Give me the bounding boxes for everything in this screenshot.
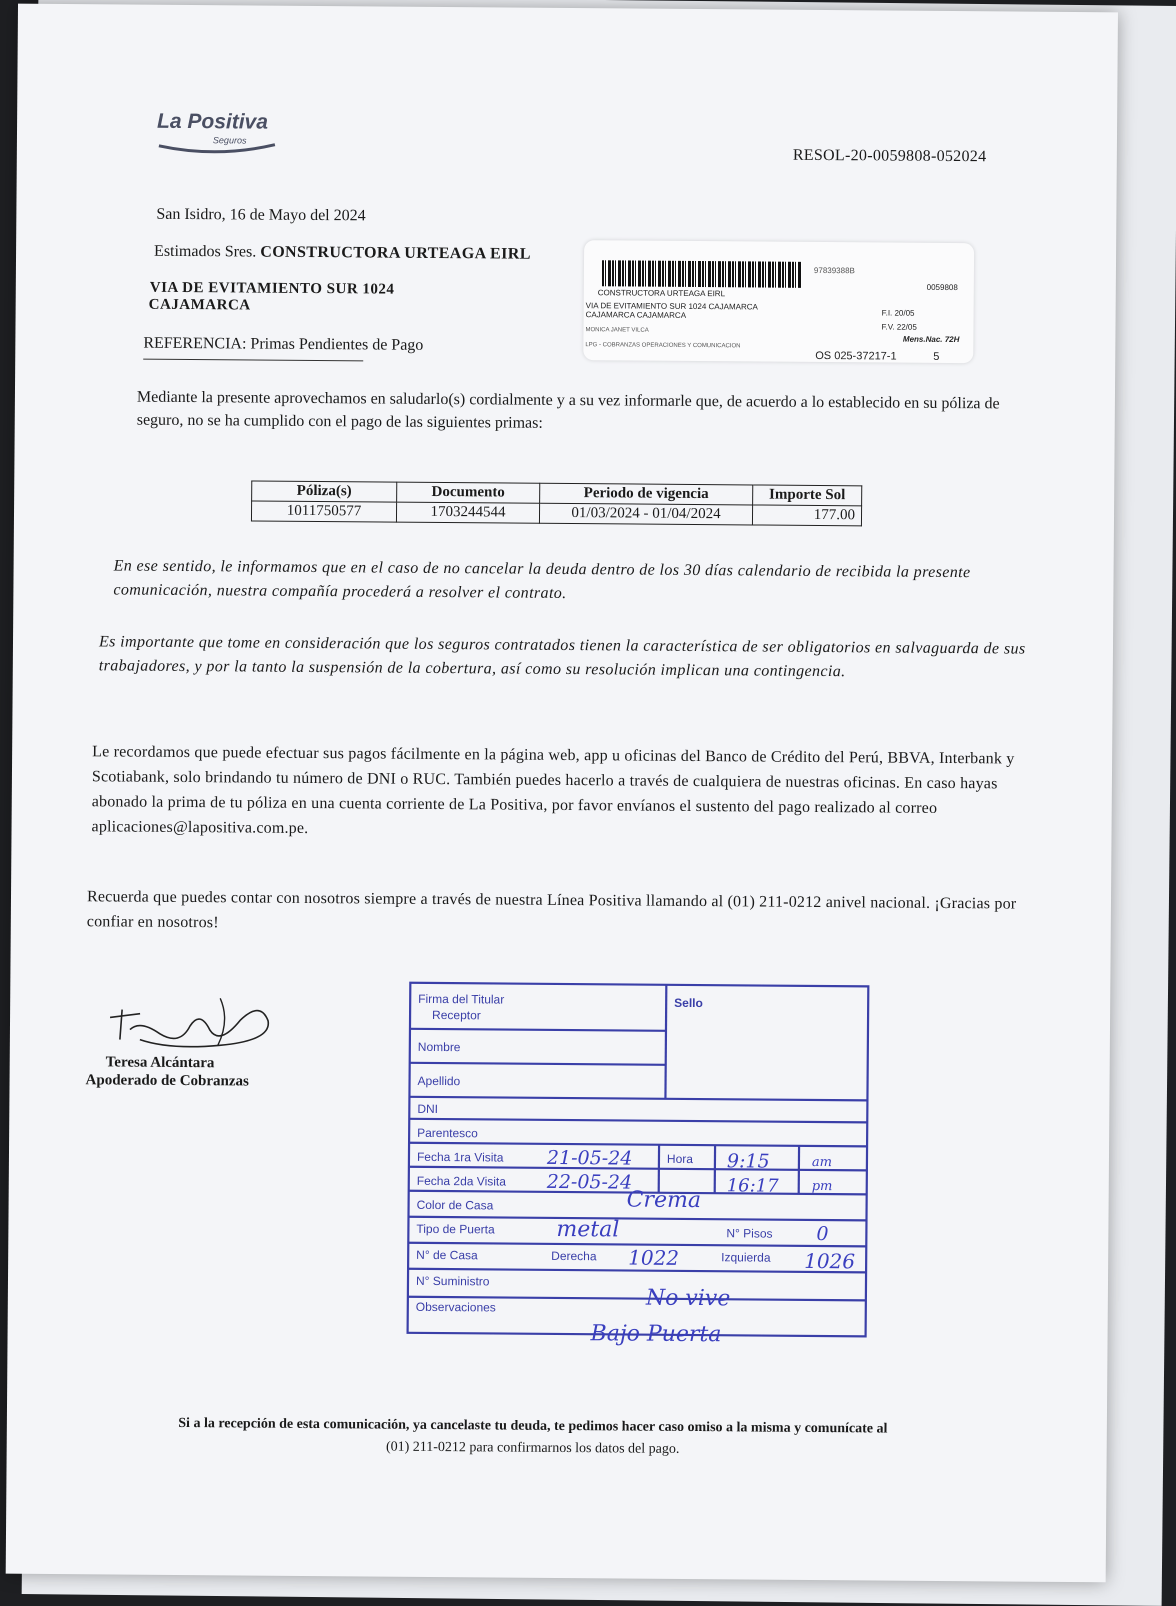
barcode-icon [602,260,802,288]
stamp-observ-value: No vive [645,1286,731,1312]
stamp-ampm1-value: am [812,1155,832,1170]
reference-underline [143,359,363,362]
stamp-ampm2-value: pm [812,1179,833,1194]
address-line-1: VIA DE EVITAMIENTO SUR 1024 [150,280,395,299]
stamp-parentesco-label: Parentesco [417,1126,478,1140]
stamp-observ-label: Observaciones [416,1300,496,1315]
intro-paragraph: Mediante la presente aprovechamos en saludarlo(s) cordialmente y a su vez informarle que, de acuerdo a lo establecido en su póliza de seguro, no se ha cumplido con el pago de las siguientes primas: [137,386,1012,439]
stamp-suministro-label: N° Suministro [416,1274,490,1289]
stamp-derecha-value: 1022 [628,1246,679,1270]
stamp-casa-label: N° de Casa [416,1248,478,1262]
stamp-hora1-value: 9:15 [727,1150,770,1172]
table-row: 1011750577 1703244544 01/03/2024 - 01/04/2024 177.00 [251,501,861,526]
stamp-pisos-label: N° Pisos [726,1226,772,1240]
stamp-color-label: Color de Casa [417,1198,494,1213]
stamp-visita2-value: 22-05-24 [546,1171,633,1194]
importance-paragraph: Es importante que tome en consideración que los seguros contratados tienen la característica de ser obligatorios en salvaguarda de sus trabajadores, y por la tanto la suspensión de la cobertura, así como su resolución implican una contingencia. [99,630,1029,685]
stamp-color-value: Crema [627,1187,702,1213]
stamp-hora2-value: 16:17 [727,1175,780,1196]
stamp-puerta-value: metal [556,1217,619,1242]
recipient-name: CONSTRUCTORA URTEAGA EIRL [260,244,531,263]
stamp-apellido-label: Apellido [418,1074,461,1088]
stamp-observ-value-2: Bajo Puerta [589,1321,721,1347]
address-line-2: CAJAMARCA [149,297,251,315]
premiums-table [251,481,862,527]
deadline-paragraph: En ese sentido, le informamos que en el caso de no cancelar la deuda dentro de los 30 días calendario de recibida la presente comunicación, nuestra compañía procederá a resolver el contrato. [113,554,1023,609]
stamp-firma-label: Firma del Titular [418,992,504,1007]
resolution-code: RESOL-20-0059808-052024 [793,147,987,167]
stamp-izquierda-label: Izquierda [721,1250,771,1264]
mail-label-sticker: 97839388B 0059808 CONSTRUCTORA URTEAGA EIRL VIA DE EVITAMIENTO SUR 1024 CAJAMARCA CAJAMARCA CAJAMARCA F.I. 20/05 F.V. 22/05 Mens.Nac. 72H MONICA JANET VILCA LPG - COBRANZAS OPERACIONES Y COMUNICACION OS 025-37217-1 5 [583,240,974,363]
stamp-visita1-label: Fecha 1ra Visita [417,1150,504,1165]
stamp-receptor-label: Receptor [432,1008,481,1022]
stamp-visita2-label: Fecha 2da Visita [417,1174,507,1189]
signatory-name: Teresa Alcántara [106,1054,215,1072]
contact-paragraph: Recuerda que puedes contar con nosotros siempre a través de nuestra Línea Positiva llamando al (01) 211-0212 anivel nacional. ¡Gracias por confiar en nosotros! [87,884,1032,941]
stamp-dni-label: DNI [417,1102,438,1116]
logo-swoosh-icon [157,138,277,161]
payment-paragraph: Le recordamos que puede efectuar sus pagos fácilmente en la página web, app u oficinas del Banco de Crédito del Perú, BBVA, Interbank y Scotiabank, solo brindando tu número de DNI o RUC. También puedes hacerlo a través de cualquiera de nuestras oficinas. En caso hayas abonado la prima de tu póliza en una cuenta corriente de La Positiva, por favor envíanos el sustento del pago realizado al correo aplicaciones@lapositiva.com.pe. [91,739,1032,846]
greeting: Estimados Sres. CONSTRUCTORA URTEAGA EIRL [154,243,531,264]
stamp-izquierda-value: 1026 [804,1249,855,1273]
letter-page [6,4,1118,1583]
la-positiva-logo: La Positiva Seguros [157,110,268,135]
stamp-puerta-label: Tipo de Puerta [416,1222,495,1237]
visit-record-stamp [395,967,878,1351]
stamp-pisos-value: 0 [816,1223,828,1245]
stamp-sello-label: Sello [674,996,703,1010]
reference-line: REFERENCIA: Primas Pendientes de Pago [143,335,423,355]
stamp-visita1-value: 21-05-24 [546,1147,633,1170]
footer-note: Si a la recepción de esta comunicación, ya cancelaste tu deuda, te pedimos hacer caso omiso a la misma y comunícate al (01) 211-0212 para confirmarnos los datos del pago. [133,1413,933,1463]
stamp-derecha-label: Derecha [551,1249,597,1263]
stamp-nombre-label: Nombre [418,1040,461,1054]
stamp-hora-label: Hora [667,1152,693,1166]
table-header-row: Póliza(s) Documento Periodo de vigencia Importe Sol [252,481,862,506]
date-line: San Isidro, 16 de Mayo del 2024 [156,206,365,226]
handwritten-signature [100,989,281,1055]
signatory-role: Apoderado de Cobranzas [85,1072,248,1090]
